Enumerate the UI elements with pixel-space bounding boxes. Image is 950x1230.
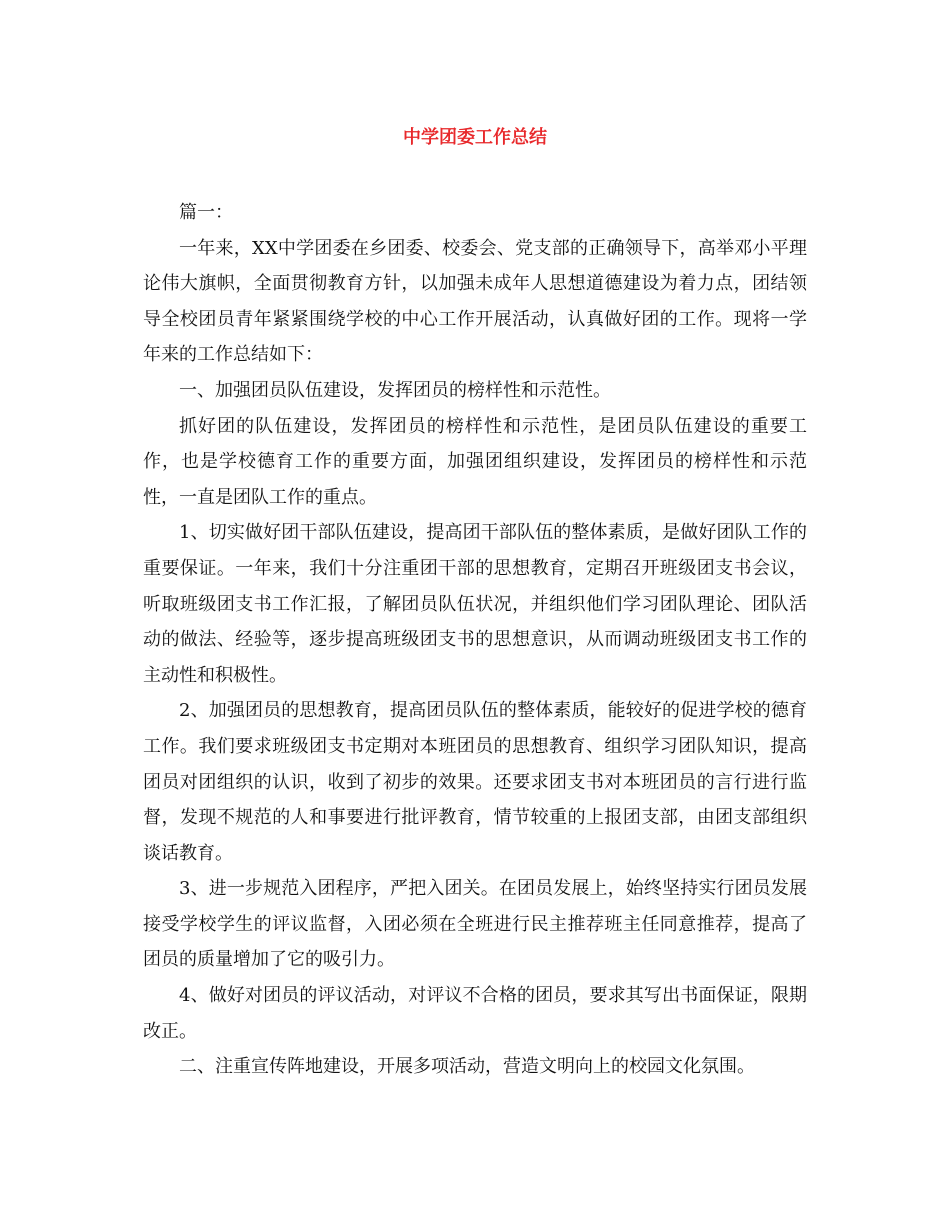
paragraph-item-1: 1、切实做好团干部队伍建设，提高团干部队伍的整体素质，是做好团队工作的重要保证。一年来，我们十分注重团干部的思想教育，定期召开班级团支书会议，听取班级团支书工作汇报，了解团员队伍状况，并组织他们学习团队理论、团队活动的做法、经验等，逐步提高班级团支书的思想意识，从而调动班级团支书工作的主动性和积极性。 xyxy=(143,522,807,686)
section-heading-two: 二、注重宣传阵地建设，开展多项活动，营造文明向上的校园文化氛围。 xyxy=(179,1056,755,1078)
paragraph-item-2: 2、加强团员的思想教育，提高团员队伍的整体素质，能较好的促进学校的德育工作。我们要求班级团支书定期对本班团员的思想教育、组织学习团队知识，提高团员对团组织的认识，收到了初步的效果。还要求团支书对本班团员的言行进行监督，发现不规范的人和事要进行批评教育，情节较重的上报团支部，由团支部组织谈话教育。 xyxy=(143,700,807,864)
document-body xyxy=(143,195,807,1085)
document-title: 中学团委工作总结 xyxy=(403,127,547,148)
paragraph-heading-part-one: 篇一： xyxy=(179,202,233,223)
section-heading-one: 一、加强团员队伍建设，发挥团员的榜样性和示范性。 xyxy=(179,379,611,401)
paragraph-item-4: 4、做好对团员的评议活动，对评议不合格的团员，要求其写出书面保证，限期改正。 xyxy=(143,985,807,1042)
paragraph-intro: 一年来，XX中学团委在乡团委、校委会、党支部的正确领导下，高举邓小平理论伟大旗帜，全面贯彻教育方针，以加强未成年人思想道德建设为着力点，团结领导全校团员青年紧紧围绕学校的中心工作开展活动，认真做好团的工作。现将一学年来的工作总结如下： xyxy=(143,237,807,366)
paragraph-section-one-intro: 抓好团的队伍建设，发挥团员的榜样性和示范性，是团员队伍建设的重要工作，也是学校德育工作的重要方面，加强团组织建设，发挥团员的榜样性和示范性，一直是团队工作的重点。 xyxy=(143,415,807,508)
paragraph-item-3: 3、进一步规范入团程序，严把入团关。在团员发展上，始终坚持实行团员发展接受学校学生的评议监督，入团必须在全班进行民主推荐班主任同意推荐，提高了团员的质量增加了它的吸引力。 xyxy=(143,878,807,971)
